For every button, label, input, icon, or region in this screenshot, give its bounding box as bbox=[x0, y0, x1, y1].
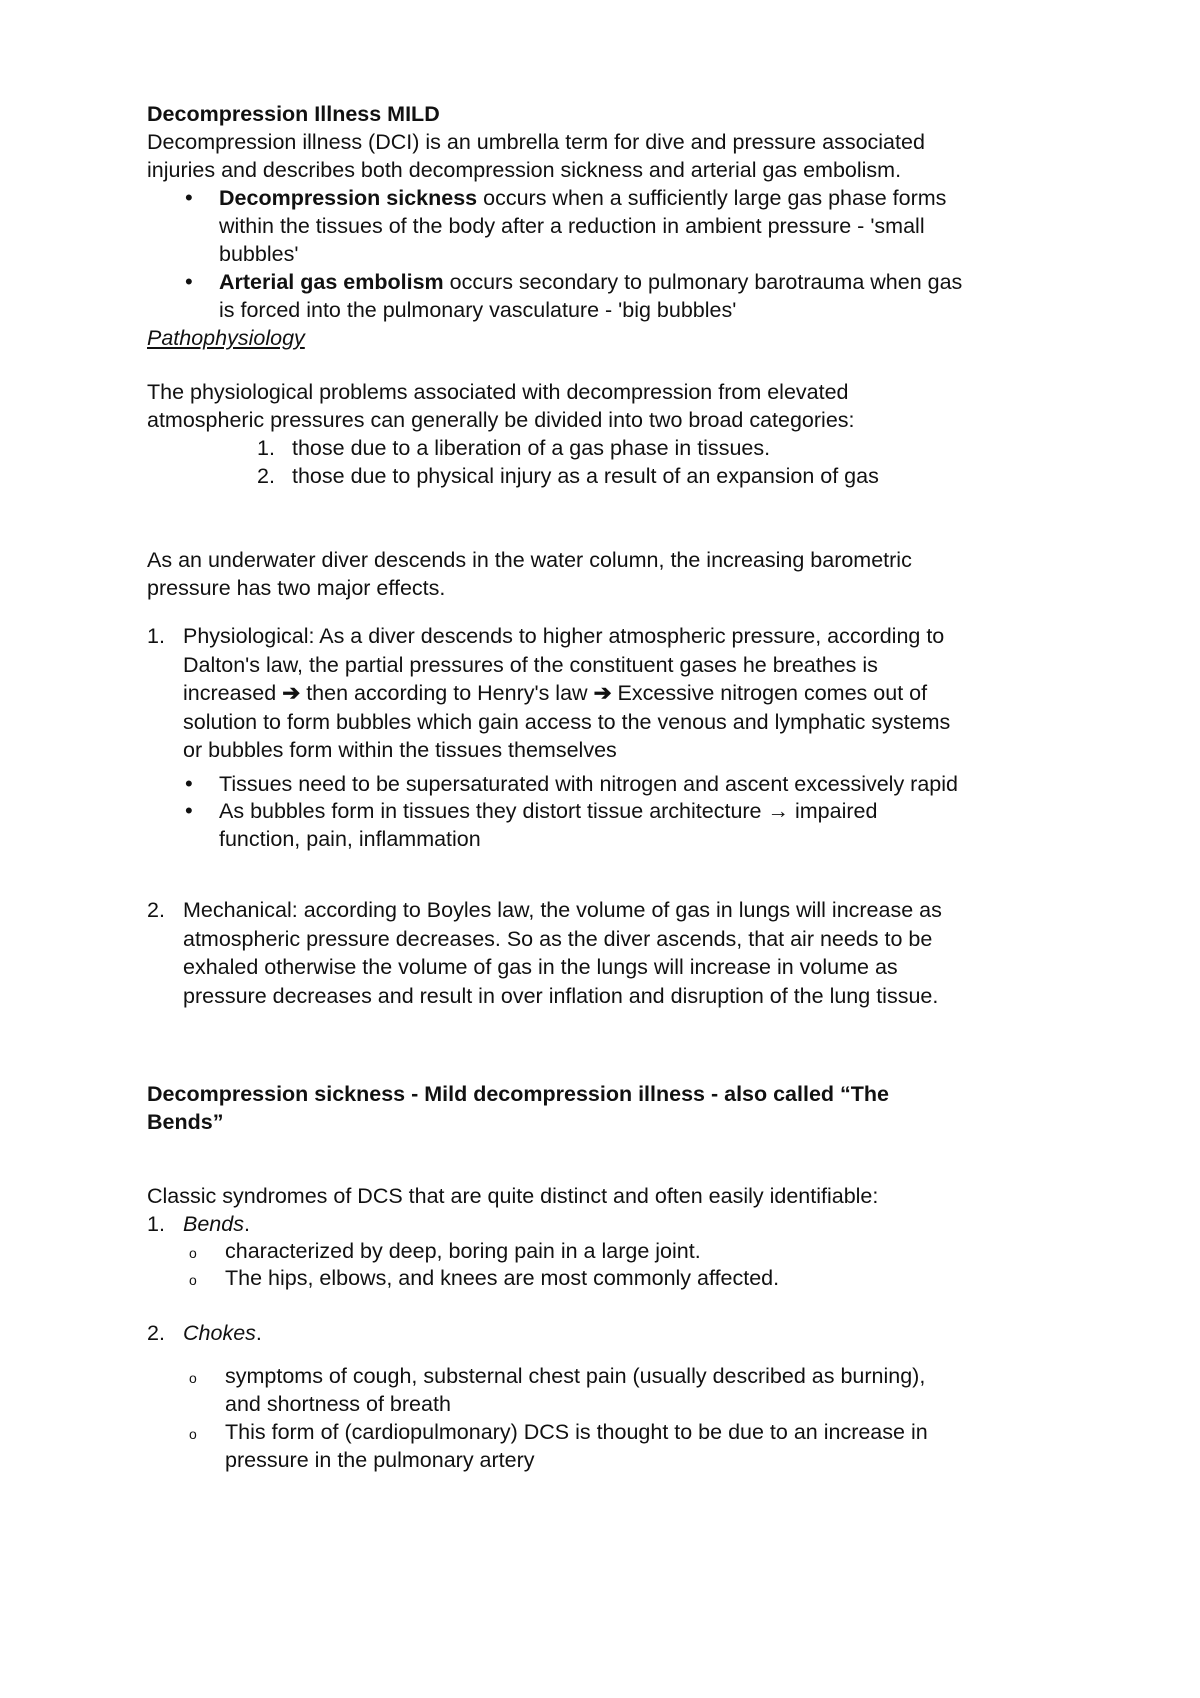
right-arrow-icon: ➔ bbox=[593, 681, 612, 705]
syndrome-chokes bbox=[183, 1319, 262, 1347]
effect1-bullet: Tissues need to be supersaturated with nitrogen and ascent excessively rapid bbox=[219, 772, 958, 796]
syndrome-punct: . bbox=[243, 1212, 250, 1236]
def-text: is forced into the pulmonary vasculature - 'big bubbles' bbox=[219, 298, 737, 322]
effect-text: Excessive nitrogen comes out of bbox=[611, 681, 928, 705]
effect-text: then according to Henry's law bbox=[300, 681, 588, 705]
def-text: bubbles' bbox=[219, 242, 299, 266]
list-number: 2. bbox=[147, 898, 165, 922]
item-line: pressure in the pulmonary artery bbox=[225, 1448, 535, 1472]
descent-intro-2: pressure has two major effects. bbox=[147, 576, 446, 600]
bullet-dot: • bbox=[185, 185, 193, 210]
syndromes-intro: Classic syndromes of DCS that are quite distinct and often easily identifiable: bbox=[147, 1184, 879, 1208]
patho-intro-2: atmospheric pressures can generally be divided into two broad categories: bbox=[147, 408, 855, 432]
effect-line: Dalton's law, the partial pressures of the constituent gases he breathes is bbox=[183, 652, 878, 677]
bullet-line: function, pain, inflammation bbox=[219, 827, 481, 851]
circle-bullet-icon: o bbox=[189, 1245, 197, 1261]
doc-title: Decompression Illness MILD bbox=[147, 102, 440, 126]
effect-mechanical bbox=[183, 896, 1083, 1010]
effect-line bbox=[183, 679, 1083, 708]
effect-text: increased bbox=[183, 681, 277, 705]
category-item: those due to a liberation of a gas phase in tissues. bbox=[292, 436, 771, 460]
def-decompression-sickness bbox=[219, 184, 1079, 268]
intro-line-1: Decompression illness (DCI) is an umbrella term for dive and pressure associated bbox=[147, 130, 925, 154]
item-line: This form of (cardiopulmonary) DCS is thought to be due to an increase in bbox=[225, 1420, 928, 1444]
bends-item: The hips, elbows, and knees are most commonly affected. bbox=[225, 1266, 780, 1290]
def-text: within the tissues of the body after a reduction in ambient pressure - 'small bbox=[219, 214, 925, 238]
effect-line: or bubbles form within the tissues themselves bbox=[183, 738, 617, 762]
item-line: and shortness of breath bbox=[225, 1392, 451, 1416]
intro-line-2: injuries and describes both decompression sickness and arterial gas embolism. bbox=[147, 158, 902, 182]
bullet-dot: • bbox=[185, 269, 193, 294]
item-line: symptoms of cough, substernal chest pain (usually described as burning), bbox=[225, 1364, 926, 1388]
list-number: 1. bbox=[147, 1212, 165, 1236]
circle-bullet-icon: o bbox=[189, 1370, 197, 1386]
def-term: Decompression sickness bbox=[219, 186, 478, 210]
list-number: 2. bbox=[257, 464, 275, 488]
syndrome-name: Chokes bbox=[183, 1321, 256, 1345]
dcs-heading-1: Decompression sickness - Mild decompression illness - also called “The bbox=[147, 1082, 890, 1106]
circle-bullet-icon: o bbox=[189, 1426, 197, 1442]
effect-physiological bbox=[183, 622, 1083, 765]
chokes-item bbox=[225, 1418, 1085, 1474]
circle-bullet-icon: o bbox=[189, 1272, 197, 1288]
bullet-dot: • bbox=[185, 798, 193, 823]
bullet-line: As bubbles form in tissues they distort tissue architecture → impaired bbox=[219, 799, 878, 823]
def-arterial-gas-embolism bbox=[219, 268, 1079, 324]
effect-line: Physiological: As a diver descends to higher atmospheric pressure, according to bbox=[183, 624, 945, 648]
bullet-dot: • bbox=[185, 771, 193, 796]
descent-intro-1: As an underwater diver descends in the water column, the increasing barometric bbox=[147, 548, 912, 572]
dcs-heading-2: Bends” bbox=[147, 1110, 224, 1134]
def-text: occurs when a sufficiently large gas phase forms bbox=[477, 186, 947, 210]
syndrome-name: Bends bbox=[183, 1212, 244, 1236]
right-arrow-icon: ➔ bbox=[282, 681, 301, 705]
category-item: those due to physical injury as a result of an expansion of gas bbox=[292, 464, 879, 488]
patho-intro-1: The physiological problems associated with decompression from elevated bbox=[147, 380, 849, 404]
syndrome-punct: . bbox=[255, 1321, 262, 1345]
syndrome-bends bbox=[183, 1210, 250, 1238]
effect-line: Mechanical: according to Boyles law, the volume of gas in lungs will increase as bbox=[183, 898, 942, 922]
effect1-bullet bbox=[219, 797, 1079, 853]
list-number: 2. bbox=[147, 1321, 165, 1345]
effect-line: solution to form bubbles which gain access to the venous and lymphatic systems bbox=[183, 709, 951, 734]
bends-item: characterized by deep, boring pain in a large joint. bbox=[225, 1239, 701, 1263]
effect-line: pressure decreases and result in over inflation and disruption of the lung tissue. bbox=[183, 983, 939, 1008]
list-number: 1. bbox=[257, 436, 275, 460]
def-text: occurs secondary to pulmonary barotrauma when gas bbox=[443, 270, 963, 294]
chokes-item bbox=[225, 1362, 1085, 1418]
list-number: 1. bbox=[147, 624, 165, 648]
effect-line: exhaled otherwise the volume of gas in the lungs will increase in volume as bbox=[183, 955, 898, 979]
effect-line: atmospheric pressure decreases. So as the diver ascends, that air needs to be bbox=[183, 926, 933, 951]
def-term: Arterial gas embolism bbox=[219, 270, 444, 294]
pathophysiology-heading: Pathophysiology bbox=[147, 326, 305, 350]
